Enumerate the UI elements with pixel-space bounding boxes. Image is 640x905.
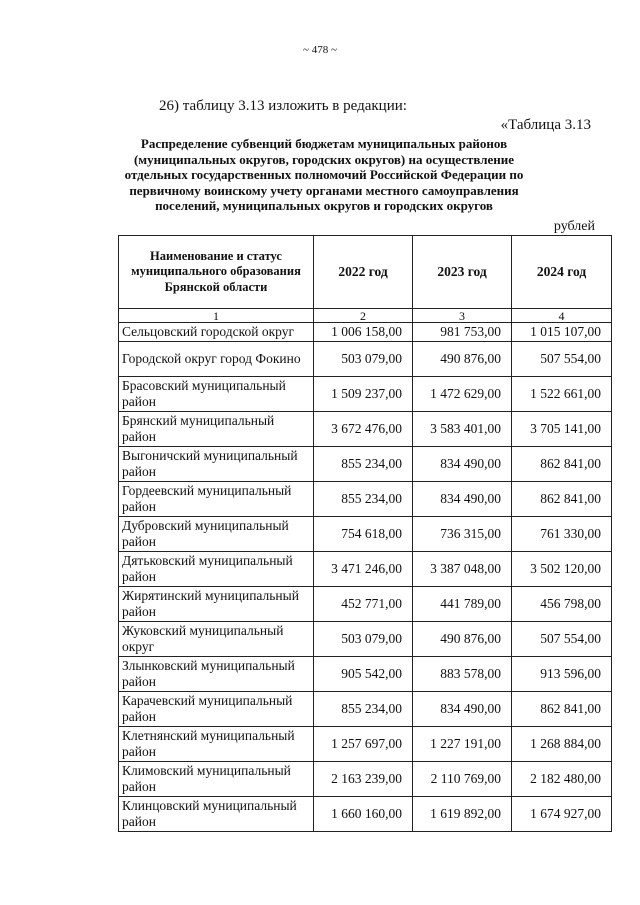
table-row bbox=[119, 622, 612, 657]
value-2023: 834 490,00 bbox=[413, 447, 512, 482]
value-2024: 507 554,00 bbox=[512, 342, 612, 377]
value-2024: 862 841,00 bbox=[512, 692, 612, 727]
column-number: 3 bbox=[413, 309, 512, 323]
value-2024: 2 182 480,00 bbox=[512, 762, 612, 797]
value-2023: 2 110 769,00 bbox=[413, 762, 512, 797]
value-2024: 1 015 107,00 bbox=[512, 323, 612, 342]
value-2023: 736 315,00 bbox=[413, 517, 512, 552]
municipality-name: Сельцовский городской округ bbox=[119, 323, 314, 342]
value-2022: 503 079,00 bbox=[314, 342, 413, 377]
value-2022: 1 257 697,00 bbox=[314, 727, 413, 762]
units-label: рублей bbox=[553, 219, 595, 234]
value-2022: 855 234,00 bbox=[314, 482, 413, 517]
value-2022: 1 660 160,00 bbox=[314, 797, 413, 832]
municipality-name: Брянский муниципальный район bbox=[119, 412, 314, 447]
municipality-name: Жирятинский муниципальный район bbox=[119, 587, 314, 622]
subvention-table bbox=[118, 235, 612, 832]
value-2022: 905 542,00 bbox=[314, 657, 413, 692]
table-row bbox=[119, 692, 612, 727]
value-2023: 981 753,00 bbox=[413, 323, 512, 342]
value-2024: 913 596,00 bbox=[512, 657, 612, 692]
value-2022: 855 234,00 bbox=[314, 447, 413, 482]
table-row bbox=[119, 762, 612, 797]
table-row bbox=[119, 517, 612, 552]
municipality-name: Карачевский муниципальный район bbox=[119, 692, 314, 727]
municipality-name: Выгоничский муниципальный район bbox=[119, 447, 314, 482]
value-2022: 2 163 239,00 bbox=[314, 762, 413, 797]
amendment-instruction: 26) таблицу 3.13 изложить в редакции: bbox=[159, 98, 407, 114]
table-row bbox=[119, 447, 612, 482]
table-row bbox=[119, 552, 612, 587]
value-2024: 761 330,00 bbox=[512, 517, 612, 552]
value-2022: 3 471 246,00 bbox=[314, 552, 413, 587]
value-2024: 3 502 120,00 bbox=[512, 552, 612, 587]
value-2022: 1 509 237,00 bbox=[314, 377, 413, 412]
value-2024: 3 705 141,00 bbox=[512, 412, 612, 447]
municipality-name: Клинцовский муниципальный район bbox=[119, 797, 314, 832]
value-2022: 1 006 158,00 bbox=[314, 323, 413, 342]
value-2023: 883 578,00 bbox=[413, 657, 512, 692]
header-2022: 2022 год bbox=[314, 236, 413, 309]
value-2024: 862 841,00 bbox=[512, 447, 612, 482]
municipality-name: Климовский муниципальный район bbox=[119, 762, 314, 797]
value-2024: 1 674 927,00 bbox=[512, 797, 612, 832]
municipality-name: Брасовский муниципальный район bbox=[119, 377, 314, 412]
value-2023: 490 876,00 bbox=[413, 622, 512, 657]
value-2024: 1 268 884,00 bbox=[512, 727, 612, 762]
value-2023: 490 876,00 bbox=[413, 342, 512, 377]
table-row bbox=[119, 412, 612, 447]
header-municipality: Наименование и статус муниципального образования Брянской области bbox=[119, 236, 314, 309]
table-row bbox=[119, 727, 612, 762]
column-number: 4 bbox=[512, 309, 612, 323]
value-2023: 1 227 191,00 bbox=[413, 727, 512, 762]
value-2022: 754 618,00 bbox=[314, 517, 413, 552]
table-row bbox=[119, 323, 612, 342]
value-2024: 456 798,00 bbox=[512, 587, 612, 622]
value-2023: 3 387 048,00 bbox=[413, 552, 512, 587]
value-2023: 834 490,00 bbox=[413, 692, 512, 727]
table-title: Распределение субвенций бюджетам муниципальных районов (муниципальных округов, городских округов) на осуществление отдельных государственных полномочий Российской Федерации по первичному воинскому учету органами местного самоуправления поселений, муниципальных округов и городских округов bbox=[124, 136, 524, 213]
value-2023: 1 619 892,00 bbox=[413, 797, 512, 832]
value-2024: 1 522 661,00 bbox=[512, 377, 612, 412]
municipality-name: Клетнянский муниципальный район bbox=[119, 727, 314, 762]
column-number: 2 bbox=[314, 309, 413, 323]
table-row bbox=[119, 657, 612, 692]
column-number: 1 bbox=[119, 309, 314, 323]
table-header-row bbox=[119, 236, 612, 309]
municipality-name: Злынковский муниципальный район bbox=[119, 657, 314, 692]
table-row bbox=[119, 797, 612, 832]
value-2023: 3 583 401,00 bbox=[413, 412, 512, 447]
table-row bbox=[119, 587, 612, 622]
table-row bbox=[119, 377, 612, 412]
municipality-name: Гордеевский муниципальный район bbox=[119, 482, 314, 517]
page-number: ~ 478 ~ bbox=[303, 44, 337, 56]
table-row bbox=[119, 342, 612, 377]
municipality-name: Дубровский муниципальный район bbox=[119, 517, 314, 552]
value-2023: 834 490,00 bbox=[413, 482, 512, 517]
value-2022: 503 079,00 bbox=[314, 622, 413, 657]
table-reference: «Таблица 3.13 bbox=[500, 117, 591, 133]
value-2024: 507 554,00 bbox=[512, 622, 612, 657]
column-number-row bbox=[119, 309, 612, 323]
value-2022: 855 234,00 bbox=[314, 692, 413, 727]
header-2023: 2023 год bbox=[413, 236, 512, 309]
value-2024: 862 841,00 bbox=[512, 482, 612, 517]
value-2022: 452 771,00 bbox=[314, 587, 413, 622]
municipality-name: Дятьковский муниципальный район bbox=[119, 552, 314, 587]
table-row bbox=[119, 482, 612, 517]
municipality-name: Жуковский муниципальный округ bbox=[119, 622, 314, 657]
municipality-name: Городской округ город Фокино bbox=[119, 342, 314, 377]
value-2022: 3 672 476,00 bbox=[314, 412, 413, 447]
value-2023: 441 789,00 bbox=[413, 587, 512, 622]
value-2023: 1 472 629,00 bbox=[413, 377, 512, 412]
header-2024: 2024 год bbox=[512, 236, 612, 309]
